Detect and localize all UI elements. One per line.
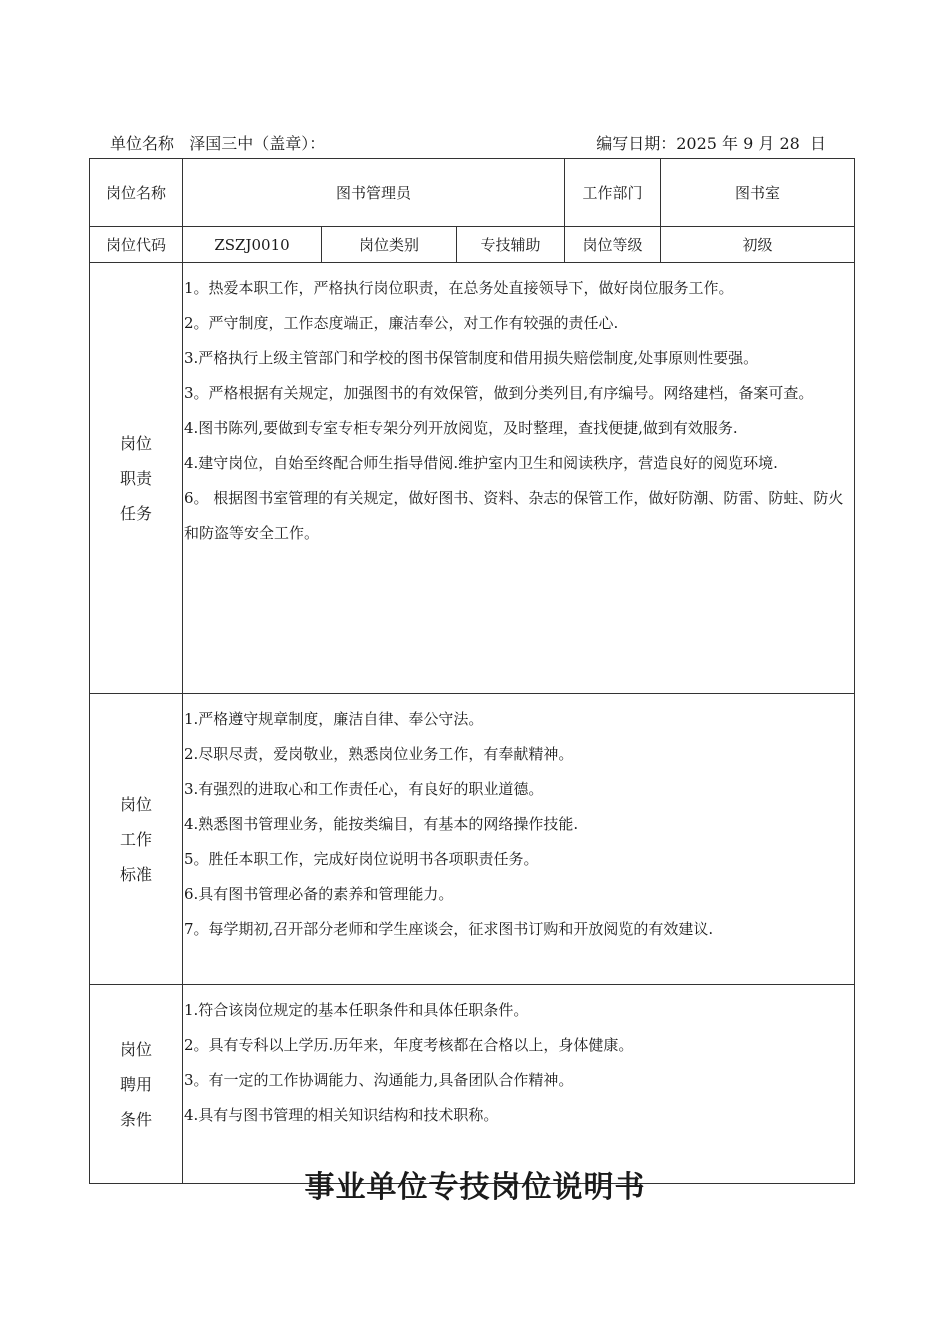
post-grade-label: 岗位等级: [565, 227, 661, 263]
unit-name-value: 泽国三中（盖章）：: [189, 134, 326, 153]
standard-item: 2.尽职尽责，爱岗敬业，熟悉岗位业务工作，有奉献精神。: [184, 745, 574, 763]
duties-label-line: 岗位: [119, 433, 152, 453]
conditions-label: [90, 985, 183, 1184]
conditions-label-line: 条件: [119, 1109, 152, 1129]
condition-item: 3。有一定的工作协调能力、沟通能力,具备团队合作精神。: [184, 1071, 574, 1089]
post-type-label: 岗位类别: [322, 227, 457, 263]
standard-item: 1.严格遵守规章制度，廉洁自律、奉公守法。: [184, 710, 484, 728]
post-code-value: ZSZJ0010: [183, 227, 322, 263]
post-name-value: 图书管理员: [183, 159, 565, 227]
duties-label-line: 任务: [119, 503, 152, 523]
standards-content: [183, 694, 855, 985]
duty-item: 1。热爱本职工作，严格执行岗位职责，在总务处直接领导下，做好岗位服务工作。: [184, 279, 734, 297]
standards-row: [90, 694, 855, 985]
duty-item: 4.图书陈列,要做到专室专柜专架分列开放阅览，及时整理，查找便捷,做到有效服务.: [184, 419, 738, 437]
standard-item: 5。胜任本职工作，完成好岗位说明书各项职责任务。: [184, 850, 539, 868]
document-title: 事业单位专技岗位说明书: [304, 1170, 646, 1205]
condition-item: 2。具有专科以上学历.历年来，年度考核都在合格以上，身体健康。: [184, 1036, 634, 1054]
duties-label-line: 职责: [119, 468, 152, 488]
department-value: 图书室: [661, 159, 855, 227]
post-name-row: [90, 159, 855, 227]
conditions-content: [183, 985, 855, 1184]
form-header: [110, 132, 826, 156]
standard-item: 7。每学期初,召开部分老师和学生座谈会，征求图书订购和开放阅览的有效建议.: [184, 920, 714, 938]
duty-item: 4.建守岗位，自始至终配合师生指导借阅.维护室内卫生和阅读秩序，营造良好的阅览环境.: [184, 454, 778, 472]
standards-label-line: 工作: [119, 829, 152, 849]
duties-content: [183, 263, 855, 694]
compile-date: 编写日期：2025 年 9 月 28 日: [596, 134, 826, 153]
department-label: 工作部门: [565, 159, 661, 227]
conditions-row: [90, 985, 855, 1184]
unit-name: [110, 132, 325, 156]
standard-item: 6.具有图书管理必备的素养和管理能力。: [184, 885, 454, 903]
post-name-label: 岗位名称: [90, 159, 183, 227]
duty-item: 6。 根据图书室管理的有关规定，做好图书、资料、杂志的保管工作，做好防潮、防雷、防蛀、防火和防盗等安全工作。: [184, 489, 844, 542]
post-code-row: [90, 227, 855, 263]
standards-label-line: 岗位: [119, 794, 152, 814]
duty-item: 2。严守制度，工作态度端正，廉洁奉公，对工作有较强的责任心.: [184, 314, 619, 332]
condition-item: 4.具有与图书管理的相关知识结构和技术职称。: [184, 1106, 499, 1124]
duties-label: [90, 263, 183, 694]
standard-item: 4.熟悉图书管理业务，能按类编目，有基本的网络操作技能.: [184, 815, 579, 833]
post-description-table: [89, 158, 855, 1184]
duty-item: 3。严格根据有关规定，加强图书的有效保管，做到分类列目,有序编号。网络建档，备案可查。: [184, 384, 814, 402]
conditions-label-line: 岗位: [119, 1039, 152, 1059]
standards-label: [90, 694, 183, 985]
duty-item: 3.严格执行上级主管部门和学校的图书保管制度和借用损失赔偿制度,处事原则性要强。: [184, 349, 759, 367]
standards-label-line: 标准: [119, 864, 152, 884]
post-type-value: 专技辅助: [457, 227, 565, 263]
conditions-label-line: 聘用: [119, 1074, 152, 1094]
standard-item: 3.有强烈的进取心和工作责任心，有良好的职业道德。: [184, 780, 544, 798]
unit-name-label: 单位名称: [110, 134, 175, 153]
post-code-label: 岗位代码: [90, 227, 183, 263]
post-grade-value: 初级: [661, 227, 855, 263]
duties-row: [90, 263, 855, 694]
condition-item: 1.符合该岗位规定的基本任职条件和具体任职条件。: [184, 1001, 529, 1019]
